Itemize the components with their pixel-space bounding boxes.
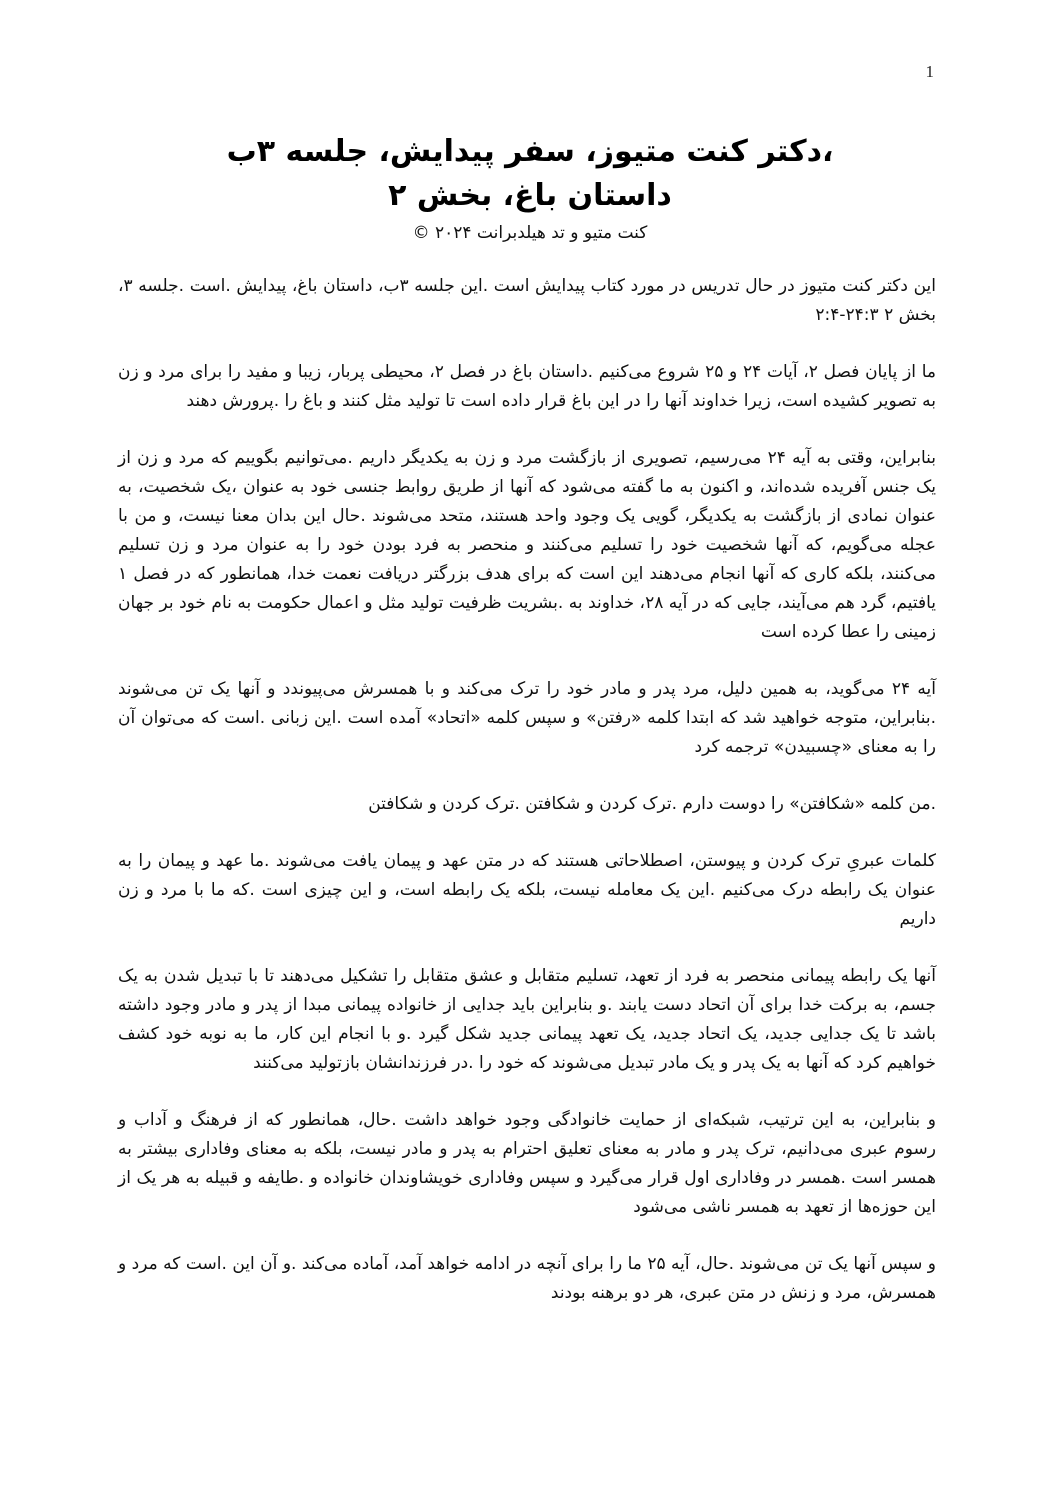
document-body bbox=[118, 272, 936, 1336]
copyright-line: کنت متیو و تد هیلدبرانت ۲۰۲۴ © bbox=[412, 223, 648, 243]
paragraph-7: آنها یک رابطه پیمانی منحصر به فرد از تعهد، تسلیم متقابل و عشق متقابل را تشکیل می‌دهند تا با تبدیل شدن به یک جسم، به برکت خدا برای آن اتحاد دست یابند .و بنابراین باید جدایی از خانواده پیمانی مبدا از پدر و مادر وجود داشته باشد تا یک جدایی جدید، یک اتحاد جدید، یک تعهد پیمانی جدید شکل گیرد .و با انجام این کار، ما به نوبه خود کشف خواهیم کرد که آنها به یک پدر و یک مادر تبدیل می‌شوند که خود را .در فرزندانشان بازتولید می‌کنند bbox=[118, 966, 936, 1073]
page-number: 1 bbox=[925, 62, 934, 81]
document-title-line-1: ،دکتر کنت متیوز، سفر پیدایش، جلسه ۳ب bbox=[226, 134, 834, 169]
document-header bbox=[130, 130, 930, 248]
document-title-line-2: داستان باغ، بخش ۲ bbox=[388, 178, 672, 213]
paragraph-3: بنابراین، وقتی به آیه ۲۴ می‌رسیم، تصویری از بازگشت مرد و زن به یکدیگر داریم .می‌توانیم بگوییم که مرد و زن از یک جنس آفریده شده‌اند، و اکنون به ما گفته می‌شود که آنها از طریق روابط جنسی خود به عنوان ،یک شخصیت، به عنوان نمادی از بازگشت به یکدیگر، گویی یک وجود واحد هستند، متحد می‌شوند .حال این بدان معنا نیست، و من با عجله می‌گویم، که آنها شخصیت خود را تسلیم می‌کنند و منحصر به فرد بودن خود را به عنوان مرد و زن تسلیم می‌کنند، بلکه کاری که آنها انجام می‌دهند این است که برای هدف بزرگتر دریافت نعمت خدا، همانطور که در فصل ۱ یافتیم، گرد هم می‌آیند، جایی که در آیه ۲۸، خداوند به .بشریت ظرفیت تولید مثل و اعمال حکومت به نام خود بر جهان زمینی را عطا کرده است bbox=[118, 448, 937, 642]
paragraph-2: ما از پایان فصل ۲، آیات ۲۴ و ۲۵ شروع می‌کنیم .داستان باغ در فصل ۲، محیطی پربار، زیبا و مفید را برای مرد و زن به تصویر کشیده است، زیرا خداوند آنها را در این باغ قرار داده است تا تولید مثل کنند و باغ را .پرورش دهند bbox=[118, 362, 936, 411]
paragraph-6: کلمات عبریِ ترک کردن و پیوستن، اصطلاحاتی هستند که در متن عهد و پیمان یافت می‌شوند .ما عهد و پیمان را به عنوان یک رابطه درک می‌کنیم .این یک معامله نیست، بلکه یک رابطه است، و این چیزی است .که ما با مرد و زن داریم bbox=[118, 851, 936, 929]
paragraph-8: و بنابراین، به این ترتیب، شبکه‌ای از حمایت خانوادگی وجود خواهد داشت .حال، همانطور که از فرهنگ و آداب و رسوم عبری می‌دانیم، ترک پدر و مادر به معنای تعلیق احترام به پدر و مادر نیست، بلکه به معنای وفاداری بیشتر به همسر است .همسر در وفاداری اول قرار می‌گیرد و سپس وفاداری خویشاوندان خانواده و .طایفه و قبیله به هر یک از این حوزه‌ها از تعهد به همسر ناشی می‌شود bbox=[118, 1110, 936, 1217]
paragraph-1: این دکتر کنت متیوز در حال تدریس در مورد کتاب پیدایش است .این جلسه ۳ب، داستان باغ، پیدایش .است .جلسه ۳، بخش ۲ ۲۴:۳-۲:۴ bbox=[118, 276, 936, 325]
paragraph-9: و سپس آنها یک تن می‌شوند .حال، آیه ۲۵ ما را برای آنچه در ادامه خواهد آمد، آماده می‌کند .و آن این .است که مرد و همسرش، مرد و زنش در متن عبری، هر دو برهنه بودند bbox=[118, 1254, 936, 1303]
paragraph-4: آیه ۲۴ می‌گوید، به همین دلیل، مرد پدر و مادر خود را ترک می‌کند و با همسرش می‌پیوندد و آنها یک تن می‌شوند .بنابراین، متوجه خواهید شد که ابتدا کلمه «رفتن» و سپس کلمه «اتحاد» آمده است .این زبانی .است که می‌توان آن را به معنای «چسبیدن» ترجمه کرد bbox=[118, 679, 936, 757]
paragraph-5: .من کلمه «شکافتن» را دوست دارم .ترک کردن و شکافتن .ترک کردن و شکافتن bbox=[368, 794, 936, 814]
